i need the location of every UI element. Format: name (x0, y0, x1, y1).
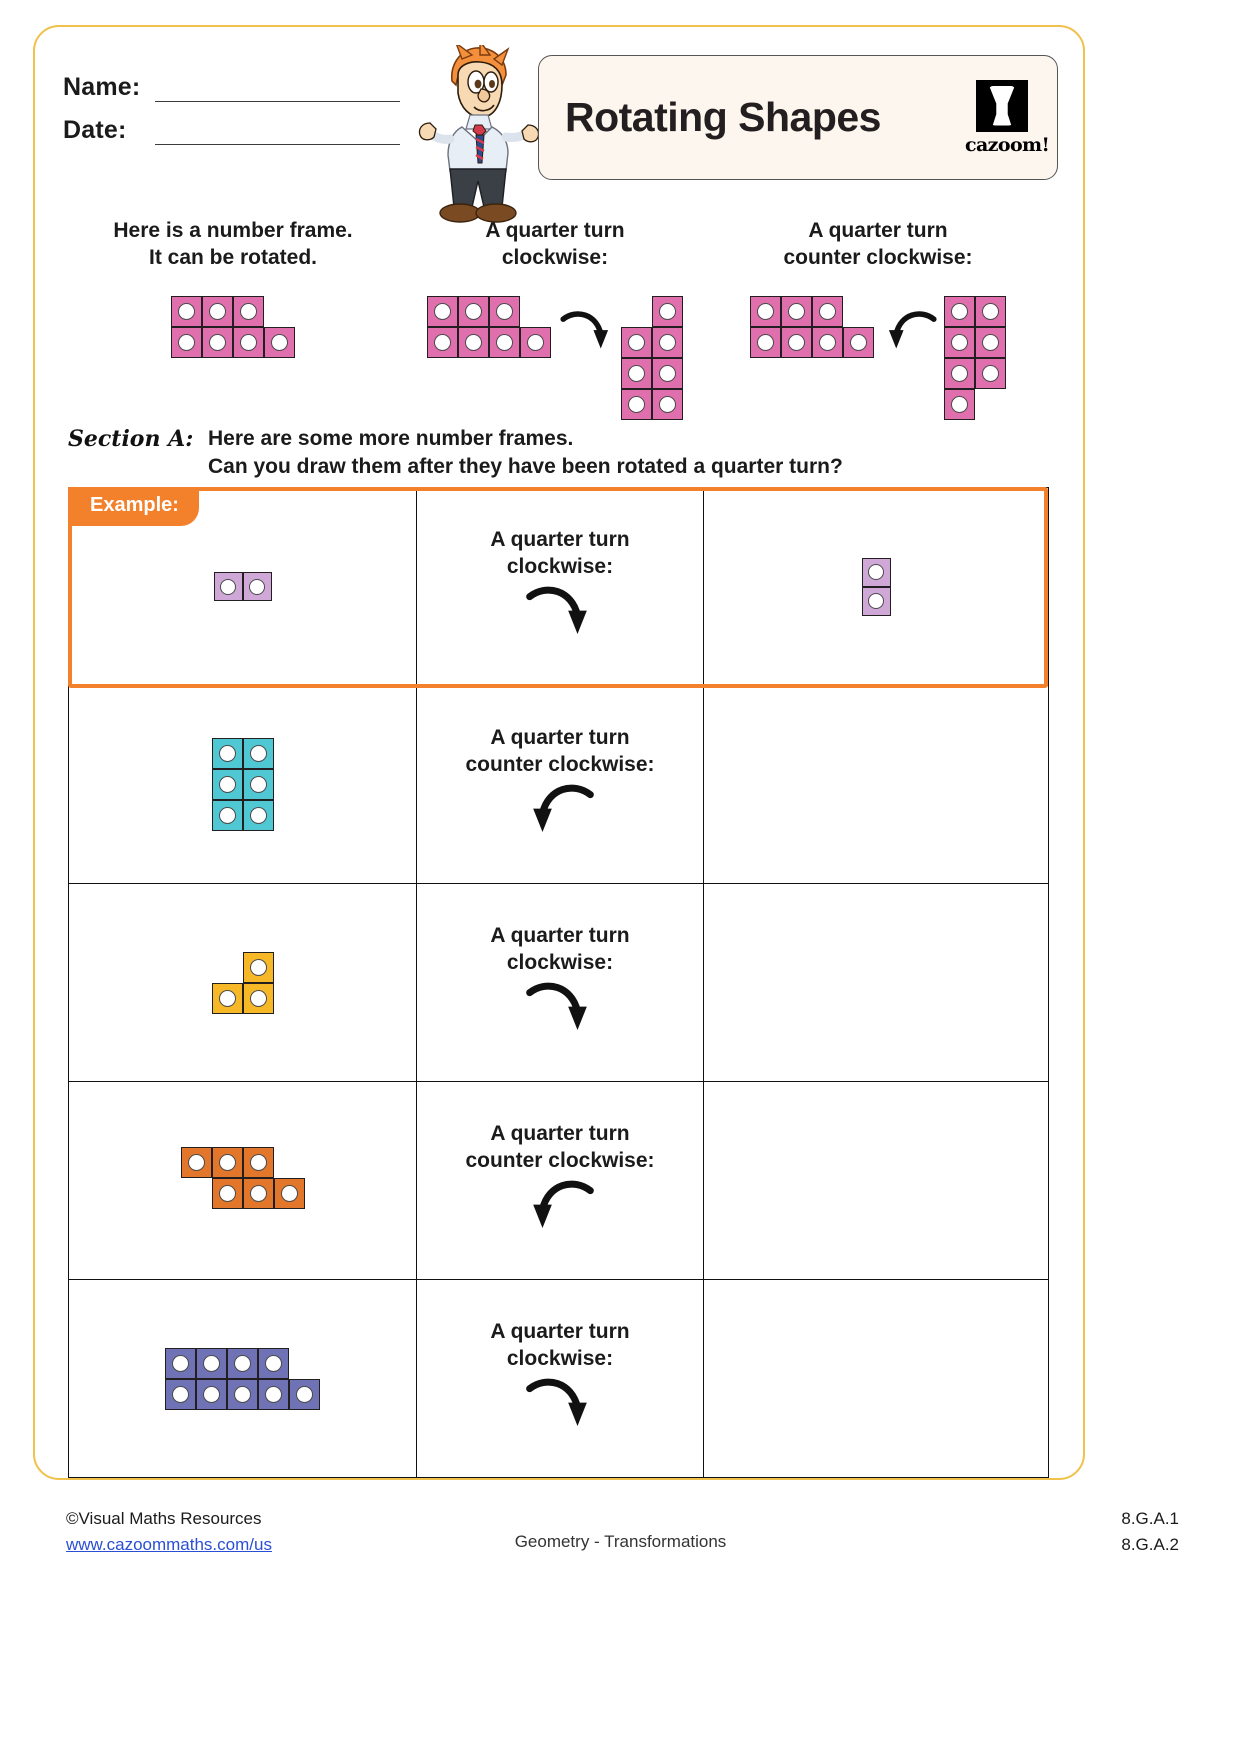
turn-label: A quarter turn clockwise: (490, 528, 630, 578)
number-frame-answer (862, 596, 891, 613)
section-a-heading (68, 425, 1028, 482)
counter-clockwise-arrow-icon (882, 310, 938, 359)
demo-figures (68, 296, 398, 358)
number-frame-rotated (944, 296, 1006, 420)
teacher-mascot-icon (418, 45, 538, 225)
answer-cell[interactable] (704, 1082, 1049, 1280)
turn-label: A quarter turn clockwise: (490, 1320, 630, 1370)
answer-cell[interactable] (704, 686, 1049, 884)
standard-code-1: 8.G.A.1 (1121, 1509, 1179, 1528)
number-frame (165, 1390, 320, 1407)
worksheet-footer (0, 1498, 1241, 1588)
date-input-line[interactable] (155, 123, 400, 145)
turn-cell (417, 488, 704, 686)
shape-cell (69, 686, 417, 884)
number-frame (214, 582, 272, 599)
answer-cell[interactable] (704, 488, 1049, 686)
turn-cell (417, 1280, 704, 1478)
number-frame (171, 296, 295, 358)
shape-cell (69, 1082, 417, 1280)
table-row (69, 1280, 1049, 1478)
cazoom-mark-icon (976, 80, 1028, 132)
cazoom-logo (965, 80, 1050, 156)
date-field-row (63, 116, 400, 145)
turn-label: A quarter turn counter clockwise: (465, 1122, 655, 1172)
standard-code-2: 8.G.A.2 (1121, 1534, 1179, 1554)
table-row (69, 686, 1049, 884)
copyright-text: ©Visual Maths Resources (66, 1509, 262, 1528)
demo-caption: A quarter turn clockwise: (485, 219, 625, 269)
name-date-block (63, 73, 400, 159)
title-banner (538, 55, 1058, 180)
shape-cell (69, 1280, 417, 1478)
name-field-row (63, 73, 400, 102)
demo-figures (405, 296, 705, 420)
date-label: Date: (63, 116, 127, 144)
rotation-task-table (68, 487, 1049, 1478)
worksheet-header (33, 25, 1085, 205)
demo-figures (713, 296, 1043, 420)
name-input-line[interactable] (155, 80, 400, 102)
cazoom-wordmark: cazoom! (965, 133, 1050, 156)
number-frame (181, 1196, 305, 1213)
footer-topic: Geometry - Transformations (514, 1532, 727, 1551)
name-label: Name: (63, 73, 141, 101)
number-frame (212, 994, 274, 1011)
demo-original (68, 218, 398, 358)
demo-strip (33, 218, 1085, 403)
demo-clockwise (405, 218, 705, 420)
table-row (69, 1082, 1049, 1280)
page-title: Rotating Shapes (565, 94, 881, 140)
section-instructions: Here are some more number frames. Can you draw them after they have been rotated a quarter turn? (208, 427, 843, 479)
number-frame (212, 811, 274, 828)
clockwise-arrow-icon (524, 981, 596, 1042)
cazoom-url-link[interactable]: www.cazoommaths.com/us (66, 1534, 272, 1554)
turn-label: A quarter turn counter clockwise: (465, 726, 655, 776)
demo-counter-clockwise (713, 218, 1043, 420)
clockwise-arrow-icon (524, 585, 596, 646)
turn-label: A quarter turn clockwise: (490, 924, 630, 974)
answer-cell[interactable] (704, 884, 1049, 1082)
turn-cell (417, 884, 704, 1082)
demo-caption: A quarter turn counter clockwise: (783, 219, 973, 269)
number-frame (750, 296, 874, 358)
footer-right (1121, 1506, 1179, 1557)
turn-cell (417, 686, 704, 884)
clockwise-arrow-icon (524, 1377, 596, 1438)
table-row (69, 884, 1049, 1082)
demo-caption: Here is a number frame. It can be rotated. (113, 219, 353, 269)
clockwise-arrow-icon (559, 310, 615, 359)
section-label: Section A: (68, 426, 194, 452)
counter-clockwise-arrow-icon (524, 783, 596, 844)
example-tab: Example: (68, 487, 199, 526)
table-row (69, 488, 1049, 686)
counter-clockwise-arrow-icon (524, 1179, 596, 1240)
answer-cell[interactable] (704, 1280, 1049, 1478)
number-frame (427, 296, 551, 358)
shape-cell (69, 884, 417, 1082)
turn-cell (417, 1082, 704, 1280)
number-frame-rotated (621, 296, 683, 420)
